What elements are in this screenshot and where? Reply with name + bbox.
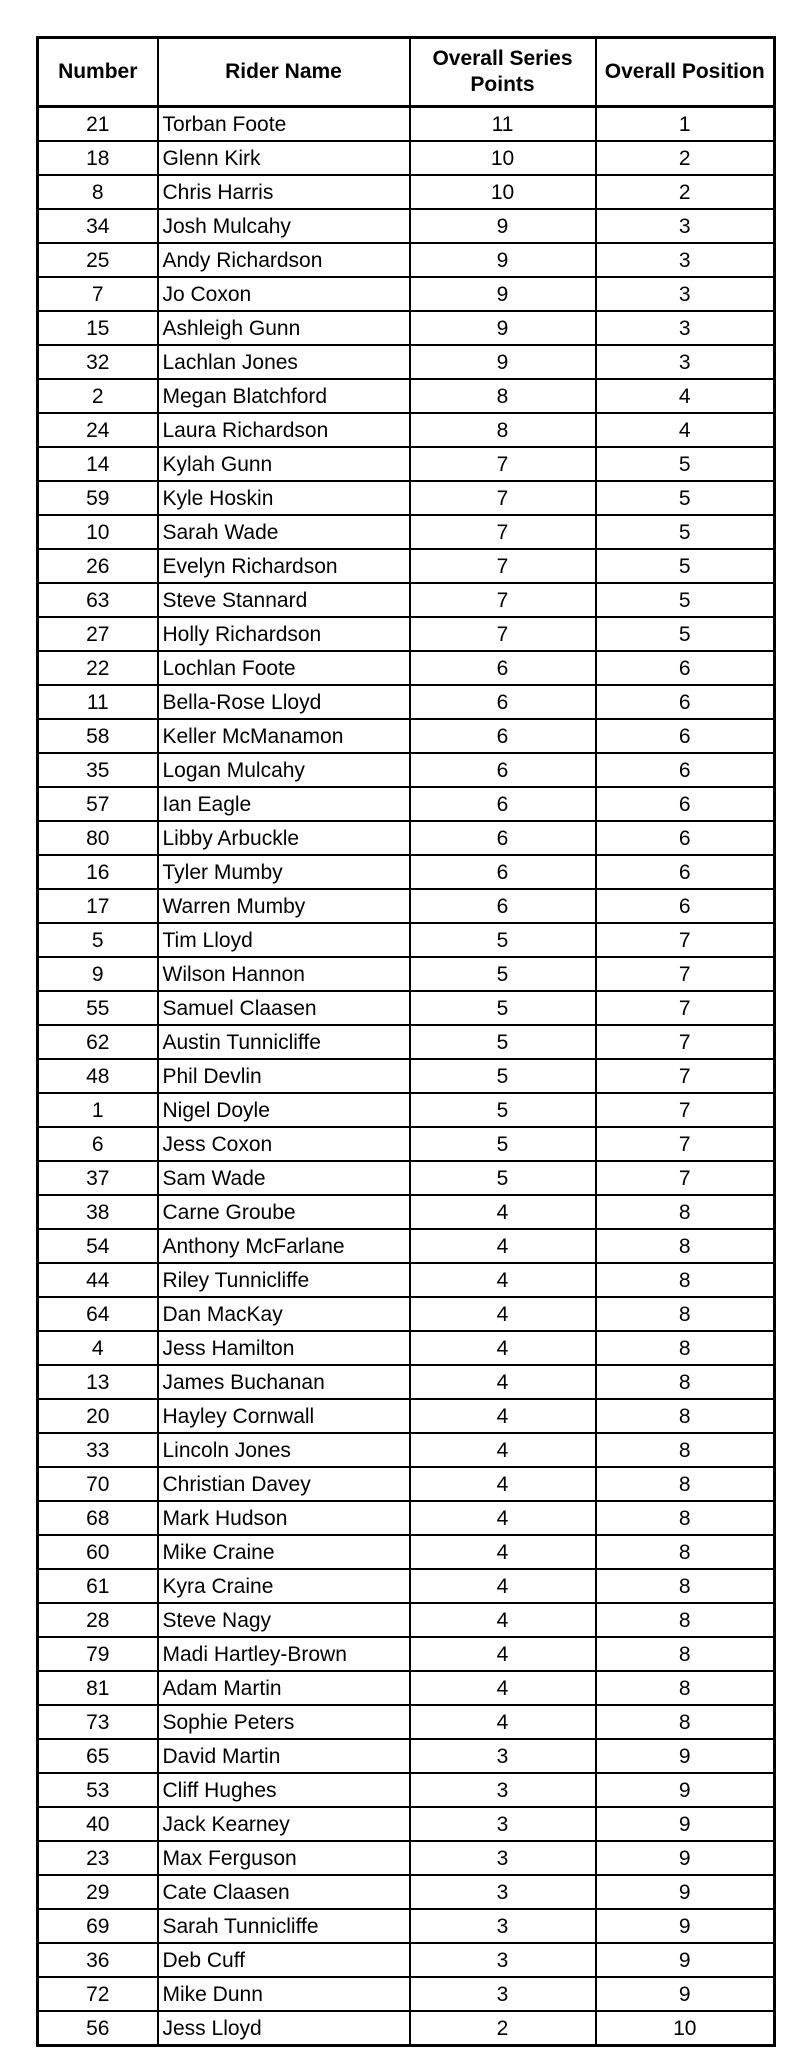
- rider-name: Kylah Gunn: [158, 447, 410, 481]
- table-row: [38, 889, 775, 923]
- overall-position: 9: [596, 1977, 775, 2011]
- series-points: 3: [410, 1807, 596, 1841]
- series-points: 3: [410, 1841, 596, 1875]
- table-row: [38, 141, 775, 175]
- rider-name: Mark Hudson: [158, 1501, 410, 1535]
- rider-name: Evelyn Richardson: [158, 549, 410, 583]
- overall-position: 7: [596, 1025, 775, 1059]
- rider-number: 35: [38, 753, 158, 787]
- rider-name: Sophie Peters: [158, 1705, 410, 1739]
- rider-number: 4: [38, 1331, 158, 1365]
- rider-number: 72: [38, 1977, 158, 2011]
- rider-number: 33: [38, 1433, 158, 1467]
- rider-name: Sam Wade: [158, 1161, 410, 1195]
- table-row: [38, 243, 775, 277]
- table-row: [38, 277, 775, 311]
- rider-name: Glenn Kirk: [158, 141, 410, 175]
- overall-position: 2: [596, 141, 775, 175]
- overall-position: 5: [596, 549, 775, 583]
- rider-number: 36: [38, 1943, 158, 1977]
- overall-position: 10: [596, 2011, 775, 2046]
- series-points: 4: [410, 1263, 596, 1297]
- overall-position: 6: [596, 855, 775, 889]
- rider-name: Lachlan Jones: [158, 345, 410, 379]
- table-row: [38, 1501, 775, 1535]
- rider-number: 80: [38, 821, 158, 855]
- overall-position: 3: [596, 209, 775, 243]
- overall-position: 8: [596, 1331, 775, 1365]
- overall-position: 3: [596, 277, 775, 311]
- series-points: 5: [410, 923, 596, 957]
- table-row: [38, 787, 775, 821]
- rider-number: 28: [38, 1603, 158, 1637]
- rider-name: Samuel Claasen: [158, 991, 410, 1025]
- overall-position: 4: [596, 413, 775, 447]
- overall-position: 2: [596, 175, 775, 209]
- rider-number: 17: [38, 889, 158, 923]
- overall-position: 6: [596, 821, 775, 855]
- header-rider-name: Rider Name: [158, 38, 410, 107]
- rider-number: 55: [38, 991, 158, 1025]
- rider-name: Tyler Mumby: [158, 855, 410, 889]
- overall-position: 8: [596, 1535, 775, 1569]
- rider-number: 6: [38, 1127, 158, 1161]
- table-row: [38, 175, 775, 209]
- rider-name: Christian Davey: [158, 1467, 410, 1501]
- overall-position: 8: [596, 1705, 775, 1739]
- series-points: 4: [410, 1229, 596, 1263]
- table-row: [38, 1875, 775, 1909]
- overall-position: 5: [596, 515, 775, 549]
- rider-number: 63: [38, 583, 158, 617]
- overall-position: 8: [596, 1365, 775, 1399]
- series-points: 9: [410, 209, 596, 243]
- table-row: [38, 2011, 775, 2046]
- rider-name: Anthony McFarlane: [158, 1229, 410, 1263]
- rider-name: Lincoln Jones: [158, 1433, 410, 1467]
- overall-position: 9: [596, 1739, 775, 1773]
- rider-number: 59: [38, 481, 158, 515]
- table-row: [38, 1569, 775, 1603]
- overall-position: 3: [596, 311, 775, 345]
- series-points: 11: [410, 107, 596, 142]
- table-row: [38, 1977, 775, 2011]
- rider-name: Steve Stannard: [158, 583, 410, 617]
- table-row: [38, 107, 775, 142]
- series-points: 6: [410, 753, 596, 787]
- table-row: [38, 1161, 775, 1195]
- rider-number: 2: [38, 379, 158, 413]
- rider-number: 26: [38, 549, 158, 583]
- rider-name: Hayley Cornwall: [158, 1399, 410, 1433]
- table-row: [38, 1093, 775, 1127]
- rider-name: David Martin: [158, 1739, 410, 1773]
- rider-name: Andy Richardson: [158, 243, 410, 277]
- standings-table: [36, 36, 776, 2047]
- rider-number: 81: [38, 1671, 158, 1705]
- table-row: [38, 549, 775, 583]
- rider-number: 32: [38, 345, 158, 379]
- overall-position: 5: [596, 617, 775, 651]
- table-row: [38, 1331, 775, 1365]
- overall-position: 4: [596, 379, 775, 413]
- rider-name: Megan Blatchford: [158, 379, 410, 413]
- rider-number: 38: [38, 1195, 158, 1229]
- overall-position: 8: [596, 1637, 775, 1671]
- series-points: 7: [410, 447, 596, 481]
- series-points: 5: [410, 1025, 596, 1059]
- overall-position: 3: [596, 345, 775, 379]
- overall-position: 5: [596, 481, 775, 515]
- overall-position: 9: [596, 1909, 775, 1943]
- table-row: [38, 855, 775, 889]
- table-row: [38, 1433, 775, 1467]
- series-points: 7: [410, 617, 596, 651]
- series-points: 4: [410, 1195, 596, 1229]
- rider-name: Dan MacKay: [158, 1297, 410, 1331]
- rider-number: 14: [38, 447, 158, 481]
- table-row: [38, 1943, 775, 1977]
- series-points: 2: [410, 2011, 596, 2046]
- rider-name: Mike Craine: [158, 1535, 410, 1569]
- rider-name: Max Ferguson: [158, 1841, 410, 1875]
- series-points: 9: [410, 311, 596, 345]
- header-row: [38, 38, 775, 107]
- overall-position: 6: [596, 787, 775, 821]
- series-points: 7: [410, 515, 596, 549]
- rider-number: 61: [38, 1569, 158, 1603]
- table-row: [38, 957, 775, 991]
- table-row: [38, 311, 775, 345]
- series-points: 6: [410, 821, 596, 855]
- rider-number: 16: [38, 855, 158, 889]
- rider-name: Jess Coxon: [158, 1127, 410, 1161]
- rider-number: 37: [38, 1161, 158, 1195]
- rider-name: Nigel Doyle: [158, 1093, 410, 1127]
- rider-name: Phil Devlin: [158, 1059, 410, 1093]
- rider-name: Josh Mulcahy: [158, 209, 410, 243]
- series-points: 4: [410, 1569, 596, 1603]
- table-row: [38, 345, 775, 379]
- rider-name: Holly Richardson: [158, 617, 410, 651]
- overall-position: 6: [596, 889, 775, 923]
- rider-name: Bella-Rose Lloyd: [158, 685, 410, 719]
- rider-name: Ashleigh Gunn: [158, 311, 410, 345]
- series-points: 3: [410, 1739, 596, 1773]
- rider-number: 73: [38, 1705, 158, 1739]
- overall-position: 8: [596, 1195, 775, 1229]
- rider-name: Sarah Wade: [158, 515, 410, 549]
- overall-position: 7: [596, 991, 775, 1025]
- overall-position: 1: [596, 107, 775, 142]
- rider-name: Adam Martin: [158, 1671, 410, 1705]
- series-points: 5: [410, 957, 596, 991]
- table-row: [38, 1263, 775, 1297]
- overall-position: 8: [596, 1671, 775, 1705]
- rider-number: 5: [38, 923, 158, 957]
- rider-number: 68: [38, 1501, 158, 1535]
- table-row: [38, 1671, 775, 1705]
- series-points: 5: [410, 991, 596, 1025]
- table-row: [38, 753, 775, 787]
- series-points: 9: [410, 277, 596, 311]
- rider-name: Cliff Hughes: [158, 1773, 410, 1807]
- rider-number: 60: [38, 1535, 158, 1569]
- overall-position: 8: [596, 1399, 775, 1433]
- overall-position: 8: [596, 1297, 775, 1331]
- overall-position: 8: [596, 1467, 775, 1501]
- table-row: [38, 1535, 775, 1569]
- rider-name: Cate Claasen: [158, 1875, 410, 1909]
- table-row: [38, 1807, 775, 1841]
- table-row: [38, 1127, 775, 1161]
- series-points: 8: [410, 413, 596, 447]
- rider-name: Jess Lloyd: [158, 2011, 410, 2046]
- overall-position: 3: [596, 243, 775, 277]
- rider-name: Libby Arbuckle: [158, 821, 410, 855]
- series-points: 4: [410, 1467, 596, 1501]
- rider-number: 11: [38, 685, 158, 719]
- rider-name: Laura Richardson: [158, 413, 410, 447]
- series-points: 5: [410, 1059, 596, 1093]
- table-row: [38, 413, 775, 447]
- rider-name: Mike Dunn: [158, 1977, 410, 2011]
- series-points: 6: [410, 719, 596, 753]
- overall-position: 8: [596, 1229, 775, 1263]
- series-points: 4: [410, 1331, 596, 1365]
- series-points: 4: [410, 1501, 596, 1535]
- table-row: [38, 1229, 775, 1263]
- rider-number: 13: [38, 1365, 158, 1399]
- series-points: 3: [410, 1773, 596, 1807]
- rider-number: 34: [38, 209, 158, 243]
- overall-position: 9: [596, 1773, 775, 1807]
- rider-number: 9: [38, 957, 158, 991]
- header-number: Number: [38, 38, 158, 107]
- table-row: [38, 1195, 775, 1229]
- rider-number: 57: [38, 787, 158, 821]
- overall-position: 6: [596, 719, 775, 753]
- table-row: [38, 1297, 775, 1331]
- series-points: 7: [410, 549, 596, 583]
- series-points: 4: [410, 1433, 596, 1467]
- table-row: [38, 379, 775, 413]
- series-points: 10: [410, 175, 596, 209]
- table-row: [38, 923, 775, 957]
- table-row: [38, 1739, 775, 1773]
- rider-name: Kyle Hoskin: [158, 481, 410, 515]
- overall-position: 9: [596, 1841, 775, 1875]
- series-points: 10: [410, 141, 596, 175]
- rider-name: Madi Hartley-Brown: [158, 1637, 410, 1671]
- rider-number: 54: [38, 1229, 158, 1263]
- rider-number: 1: [38, 1093, 158, 1127]
- series-points: 7: [410, 583, 596, 617]
- series-points: 4: [410, 1297, 596, 1331]
- table-body: [38, 107, 775, 2046]
- overall-position: 7: [596, 1059, 775, 1093]
- table-row: [38, 583, 775, 617]
- overall-position: 5: [596, 583, 775, 617]
- overall-position: 7: [596, 1127, 775, 1161]
- overall-position: 7: [596, 1161, 775, 1195]
- series-points: 4: [410, 1535, 596, 1569]
- overall-position: 7: [596, 957, 775, 991]
- overall-position: 6: [596, 685, 775, 719]
- rider-number: 44: [38, 1263, 158, 1297]
- rider-number: 69: [38, 1909, 158, 1943]
- series-points: 4: [410, 1365, 596, 1399]
- table-row: [38, 1467, 775, 1501]
- rider-name: Logan Mulcahy: [158, 753, 410, 787]
- table-row: [38, 1637, 775, 1671]
- rider-number: 24: [38, 413, 158, 447]
- rider-name: Wilson Hannon: [158, 957, 410, 991]
- rider-number: 10: [38, 515, 158, 549]
- rider-name: Chris Harris: [158, 175, 410, 209]
- rider-name: Jess Hamilton: [158, 1331, 410, 1365]
- rider-name: Tim Lloyd: [158, 923, 410, 957]
- table-row: [38, 719, 775, 753]
- table-row: [38, 1909, 775, 1943]
- rider-name: Ian Eagle: [158, 787, 410, 821]
- rider-number: 25: [38, 243, 158, 277]
- rider-number: 40: [38, 1807, 158, 1841]
- overall-position: 9: [596, 1807, 775, 1841]
- series-points: 6: [410, 855, 596, 889]
- rider-number: 29: [38, 1875, 158, 1909]
- table-row: [38, 481, 775, 515]
- overall-position: 8: [596, 1501, 775, 1535]
- rider-number: 65: [38, 1739, 158, 1773]
- rider-name: Sarah Tunnicliffe: [158, 1909, 410, 1943]
- series-points: 6: [410, 889, 596, 923]
- overall-position: 6: [596, 651, 775, 685]
- series-points: 3: [410, 1909, 596, 1943]
- rider-number: 15: [38, 311, 158, 345]
- overall-position: 5: [596, 447, 775, 481]
- table-row: [38, 1705, 775, 1739]
- table-row: [38, 1399, 775, 1433]
- series-points: 6: [410, 685, 596, 719]
- table-row: [38, 821, 775, 855]
- table-row: [38, 1773, 775, 1807]
- series-points: 4: [410, 1705, 596, 1739]
- rider-number: 23: [38, 1841, 158, 1875]
- overall-position: 8: [596, 1569, 775, 1603]
- rider-number: 79: [38, 1637, 158, 1671]
- rider-name: Jack Kearney: [158, 1807, 410, 1841]
- rider-name: Austin Tunnicliffe: [158, 1025, 410, 1059]
- series-points: 6: [410, 787, 596, 821]
- rider-number: 58: [38, 719, 158, 753]
- table-row: [38, 1365, 775, 1399]
- series-points: 9: [410, 345, 596, 379]
- rider-number: 62: [38, 1025, 158, 1059]
- series-points: 3: [410, 1875, 596, 1909]
- rider-name: Carne Groube: [158, 1195, 410, 1229]
- table-row: [38, 617, 775, 651]
- table-row: [38, 447, 775, 481]
- rider-number: 53: [38, 1773, 158, 1807]
- rider-number: 20: [38, 1399, 158, 1433]
- series-points: 9: [410, 243, 596, 277]
- rider-number: 21: [38, 107, 158, 142]
- rider-number: 48: [38, 1059, 158, 1093]
- rider-number: 8: [38, 175, 158, 209]
- rider-number: 7: [38, 277, 158, 311]
- series-points: 8: [410, 379, 596, 413]
- table-row: [38, 1841, 775, 1875]
- header-points: Overall Series Points: [410, 38, 596, 107]
- series-points: 6: [410, 651, 596, 685]
- overall-position: 9: [596, 1943, 775, 1977]
- series-points: 4: [410, 1637, 596, 1671]
- table-row: [38, 991, 775, 1025]
- table-row: [38, 1025, 775, 1059]
- rider-name: Warren Mumby: [158, 889, 410, 923]
- series-points: 5: [410, 1161, 596, 1195]
- series-points: 7: [410, 481, 596, 515]
- rider-number: 64: [38, 1297, 158, 1331]
- rider-number: 18: [38, 141, 158, 175]
- table-row: [38, 1059, 775, 1093]
- table-row: [38, 651, 775, 685]
- series-points: 5: [410, 1127, 596, 1161]
- rider-name: Lochlan Foote: [158, 651, 410, 685]
- series-points: 4: [410, 1399, 596, 1433]
- rider-number: 70: [38, 1467, 158, 1501]
- rider-name: Keller McManamon: [158, 719, 410, 753]
- rider-name: Jo Coxon: [158, 277, 410, 311]
- rider-name: Riley Tunnicliffe: [158, 1263, 410, 1297]
- series-points: 3: [410, 1977, 596, 2011]
- rider-number: 22: [38, 651, 158, 685]
- table-row: [38, 685, 775, 719]
- rider-name: Kyra Craine: [158, 1569, 410, 1603]
- overall-position: 7: [596, 1093, 775, 1127]
- rider-number: 27: [38, 617, 158, 651]
- series-points: 3: [410, 1943, 596, 1977]
- overall-position: 8: [596, 1263, 775, 1297]
- overall-position: 9: [596, 1875, 775, 1909]
- series-points: 5: [410, 1093, 596, 1127]
- rider-name: James Buchanan: [158, 1365, 410, 1399]
- series-points: 4: [410, 1603, 596, 1637]
- table-row: [38, 209, 775, 243]
- overall-position: 7: [596, 923, 775, 957]
- series-points: 4: [410, 1671, 596, 1705]
- overall-position: 8: [596, 1603, 775, 1637]
- rider-name: Steve Nagy: [158, 1603, 410, 1637]
- overall-position: 8: [596, 1433, 775, 1467]
- rider-number: 56: [38, 2011, 158, 2046]
- rider-name: Torban Foote: [158, 107, 410, 142]
- overall-position: 6: [596, 753, 775, 787]
- header-position: Overall Position: [596, 38, 775, 107]
- table-row: [38, 1603, 775, 1637]
- rider-name: Deb Cuff: [158, 1943, 410, 1977]
- table-row: [38, 515, 775, 549]
